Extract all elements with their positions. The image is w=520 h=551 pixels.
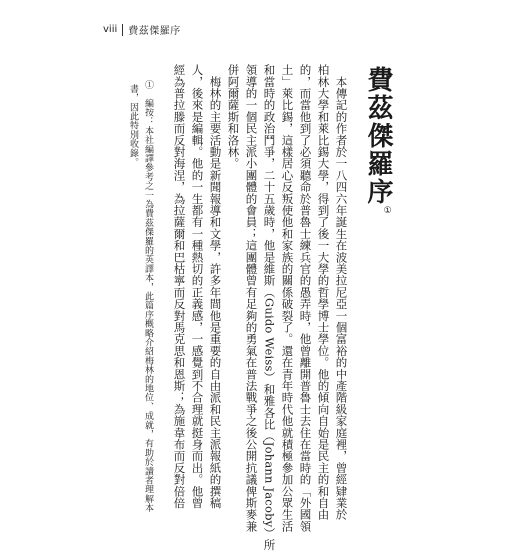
body-line-3: 的，而當他到了必須聽命於普魯士練兵官的愚弄時，他曾離開普魯士去住在當時的「外國領 (298, 64, 313, 532)
running-head (103, 22, 181, 37)
body-line-10: 經為普拉滕而反對海涅，為拉薩爾和巴枯寧而反對馬克思和恩斯；為施韋布而反對倍倍 (172, 64, 187, 509)
body-line-1: 本傳記的作者於一八四六年誕生在波美拉尼亞一個富裕的中產階級家庭裡，曾經肄業於 (334, 64, 349, 521)
body-line-7: 併阿爾薩斯和洛林。 (226, 64, 241, 170)
body-line-4: 土」萊比錫，這樣居心反叛使他和家族的關係破裂了。還在青年時代他就積極參加公眾生活 (280, 64, 295, 532)
chapter-title-text: 費茲傑羅序 (363, 66, 393, 206)
running-title: 費茲傑羅序 (128, 26, 181, 37)
body-line-8: 梅林的主要活動是新聞報導和文學，許多年間他是重要的自由派和民主派報紙的撰稿 (208, 64, 223, 509)
page-number: viii (103, 24, 118, 35)
body-line-5: 和當時的政治鬥爭，二十五歲時，他是維斯（Guido Weiss）和雅各比（Johann Jacoby）所 (262, 64, 277, 551)
chapter-title (360, 66, 397, 218)
title-note-mark: ① (382, 206, 393, 218)
footnote-line-2: 書，因此特別收錄。 (128, 84, 138, 167)
body-line-9: 人，後來是編輯。他的一生都有一種熱切的正義感，一感覺到不合理就挺身而出。他曾 (190, 64, 205, 509)
body-line-2: 柏林大學和萊比錫大學，得到了後一大學的哲學博士學位。他的傾向自始是民主的和自由 (316, 64, 331, 521)
footnote-line-1: ① 編按：本社編譯參考之一為費茲傑羅的英譯本，此篇序概略介紹梅林的地位、成就，有助於讀者理解本 (143, 80, 153, 513)
header-rule (122, 24, 123, 36)
body-line-6: 領導的一個民主派小團體的會員；這團體曾有足夠的勇氣在普法戰爭之後公開抗議俾斯麥兼 (244, 64, 259, 532)
